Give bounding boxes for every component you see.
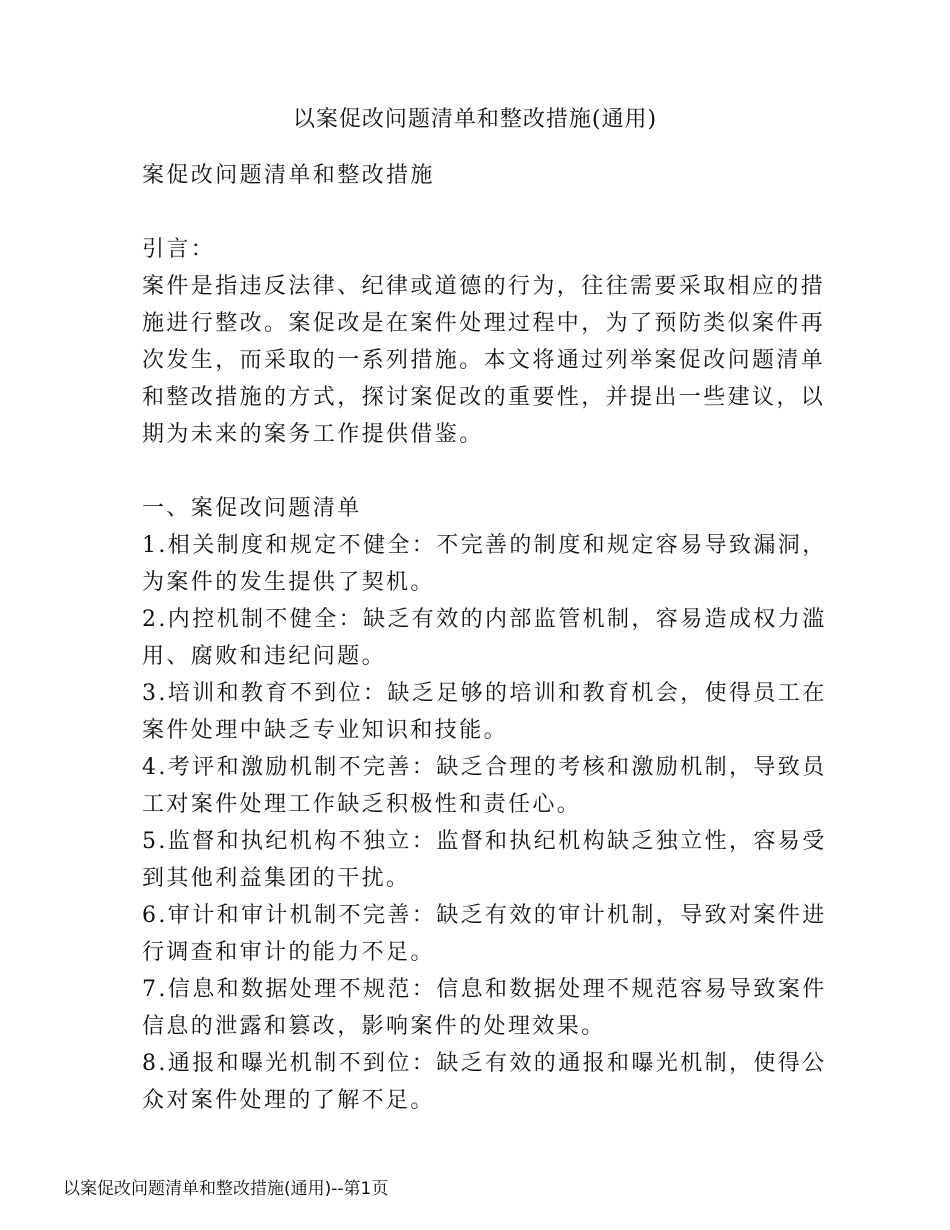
section-heading: 一、案促改问题清单 xyxy=(142,496,362,521)
list-item-8: 8.通报和曝光机制不到位：缺乏有效的通报和曝光机制，使得公众对案件处理的了解不足。 xyxy=(142,1051,827,1113)
document-body xyxy=(142,157,832,1119)
list-item-3: 3.培训和教育不到位：缺乏足够的培训和教育机会，使得员工在案件处理中缺乏专业知识和技能。 xyxy=(142,681,827,743)
blank-line xyxy=(142,194,832,231)
intro-paragraph: 案件是指违反法律、纪律或道德的行为，往往需要采取相应的措施进行整改。案促改是在案件处理过程中，为了预防类似案件再次发生，而采取的一系列措施。本文将通过列举案促改问题清单和整改措施的方式，探讨案促改的重要性，并提出一些建议，以期为未来的案务工作提供借鉴。 xyxy=(142,274,826,447)
list-item-2: 2.内控机制不健全：缺乏有效的内部监管机制，容易造成权力滥用、腐败和违纪问题。 xyxy=(142,607,827,669)
document-title: 以案促改问题清单和整改措施(通用) xyxy=(292,107,658,132)
list-item-1: 1.相关制度和规定不健全：不完善的制度和规定容易导致漏洞，为案件的发生提供了契机。 xyxy=(142,533,827,595)
list-item-7: 7.信息和数据处理不规范：信息和数据处理不规范容易导致案件信息的泄露和篡改，影响案件的处理效果。 xyxy=(142,977,827,1039)
list-item-5: 5.监督和执纪机构不独立：监督和执纪机构缺乏独立性，容易受到其他利益集团的干扰。 xyxy=(142,829,827,891)
intro-heading: 引言： xyxy=(142,237,216,262)
list-item-4: 4.考评和激励机制不完善：缺乏合理的考核和激励机制，导致员工对案件处理工作缺乏积极性和责任心。 xyxy=(142,755,827,817)
list-item-6: 6.审计和审计机制不完善：缺乏有效的审计机制，导致对案件进行调查和审计的能力不足。 xyxy=(142,903,827,965)
document-subtitle: 案促改问题清单和整改措施 xyxy=(142,163,435,188)
blank-line xyxy=(142,453,832,490)
page-footer: 以案促改问题清单和整改措施(通用)--第1页 xyxy=(63,1179,389,1199)
